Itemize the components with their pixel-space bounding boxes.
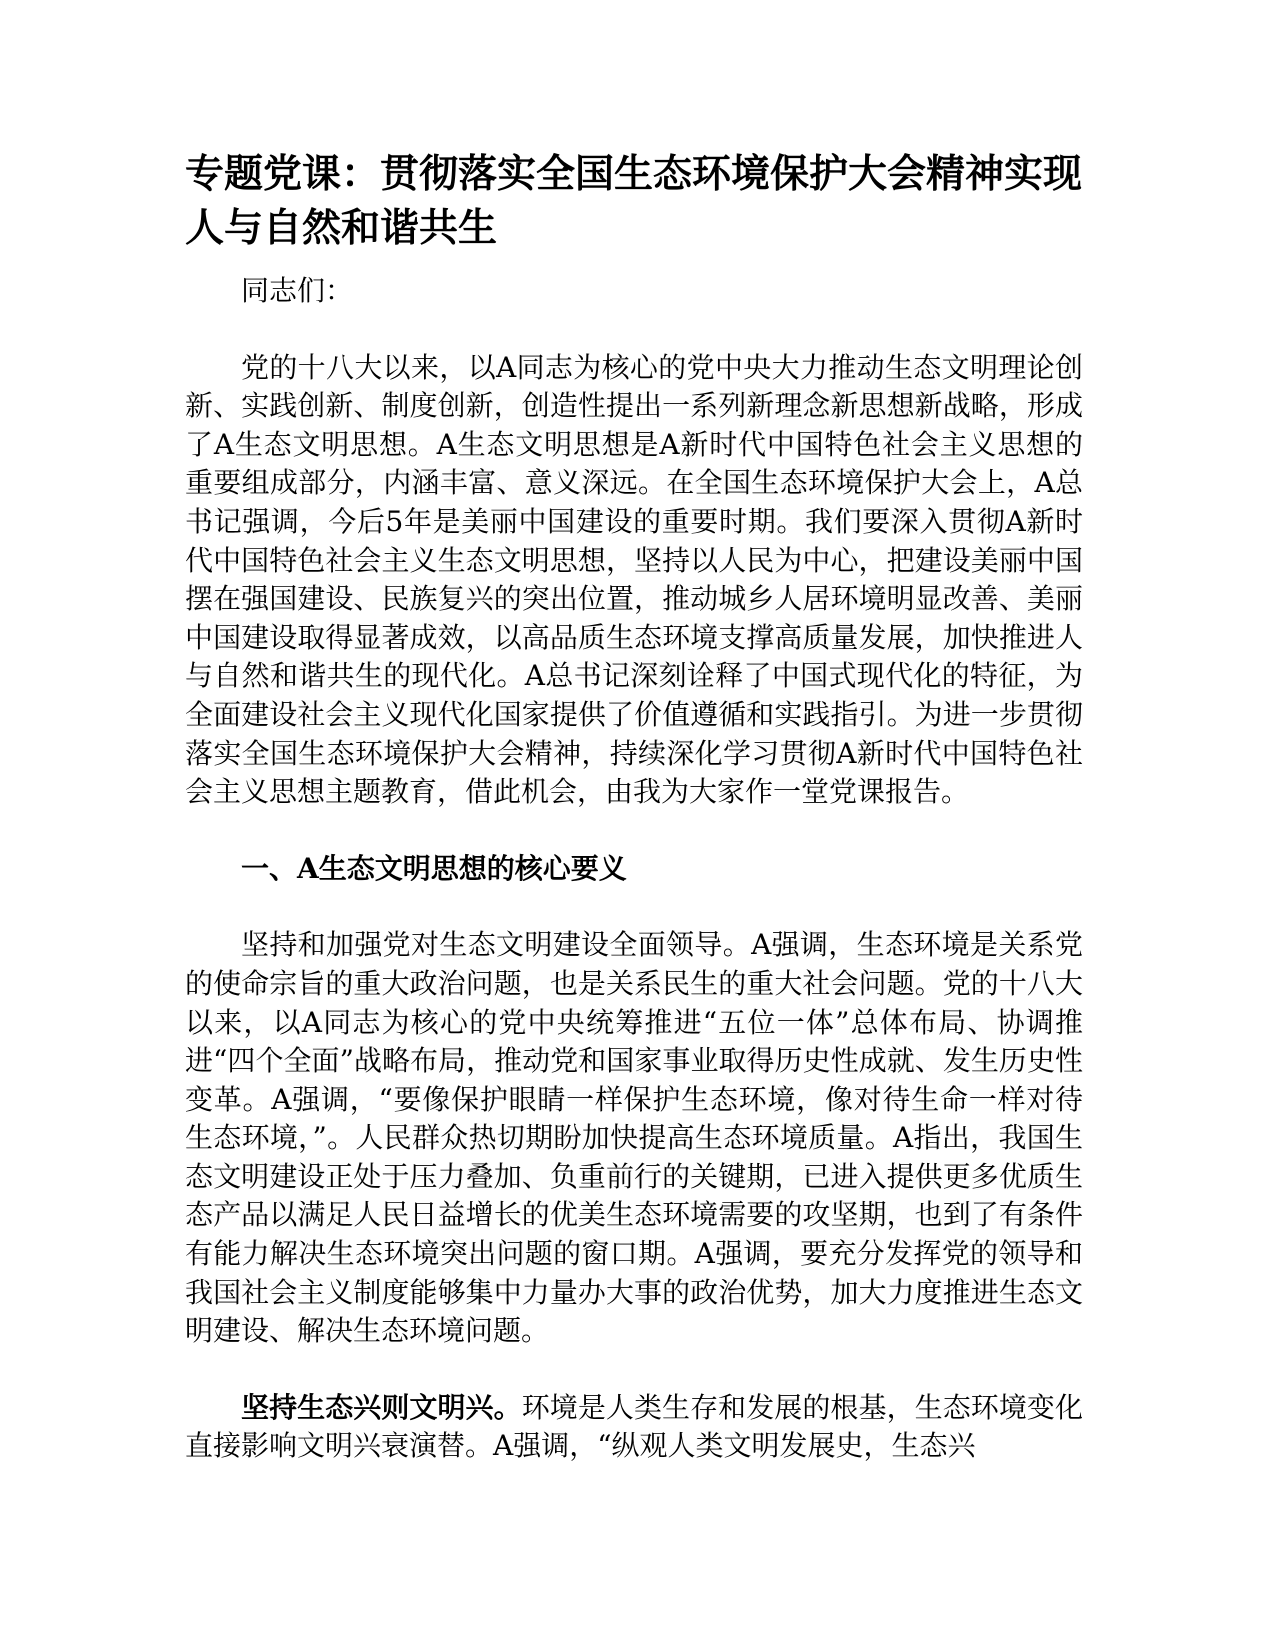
section-heading: 一、A生态文明思想的核心要义 <box>241 851 627 885</box>
salutation: 同志们： <box>241 274 354 307</box>
document-page <box>185 148 1083 1466</box>
section-paragraph-lead <box>185 1389 1083 1466</box>
section-paragraph: 坚持和加强党对生态文明建设全面领导。A强调，生态环境是关系党的使命宗旨的重大政治问题，也是关系民生的重大社会问题。党的十八大以来，以A同志为核心的党中央统筹推进“五位一体”总体布局、协调推进“四个全面”战略布局，推动党和国家事业取得历史性成就、发生历史性变革。A强调，“要像保护眼睛一样保护生态环境，像对待生命一样对待生态环境，”。人民群众热切期盼加快提高生态环境质量。A指出，我国生态文明建设正处于压力叠加、负重前行的关键期，已进入提供更多优质生态产品以满足人民日益增长的优美生态环境需要的攻坚期，也到了有条件有能力解决生态环境突出问题的窗口期。A强调，要充分发挥党的领导和我国社会主义制度能够集中力量办大事的政治优势，加大力度推进生态文明建设、解决生态环境问题。 <box>185 928 1083 1348</box>
document-title: 专题党课：贯彻落实全国生态环境保护大会精神实现人与自然和谐共生 <box>185 152 1083 251</box>
intro-paragraph: 党的十八大以来，以A同志为核心的党中央大力推动生态文明理论创新、实践创新、制度创新，创造性提出一系列新理念新思想新战略，形成了A生态文明思想。A生态文明思想是A新时代中国特色社会主义思想的重要组成部分，内涵丰富、意义深远。在全国生态环境保护大会上，A总书记强调，今后5年是美丽中国建设的重要时期。我们要深入贯彻A新时代中国特色社会主义生态文明思想，坚持以人民为中心，把建设美丽中国摆在强国建设、民族复兴的突出位置，推动城乡人居环境明显改善、美丽中国建设取得显著成效，以高品质生态环境支撑高质量发展，加快推进人与自然和谐共生的现代化。A总书记深刻诠释了中国式现代化的特征，为全面建设社会主义现代化国家提供了价值遵循和实践指引。为进一步贯彻落实全国生态环境保护大会精神，持续深化学习贯彻A新时代中国特色社会主义思想主题教育，借此机会，由我为大家作一堂党课报告。 <box>185 350 1083 809</box>
paragraph-lead-phrase: 坚持生态兴则文明兴。 <box>241 1390 522 1424</box>
paragraph-body: 环境是人类生存和发展的根基，生态环境变化直接影响文明兴衰演替。A强调，“纵观人类文明发展史，生态兴 <box>185 1390 1083 1463</box>
